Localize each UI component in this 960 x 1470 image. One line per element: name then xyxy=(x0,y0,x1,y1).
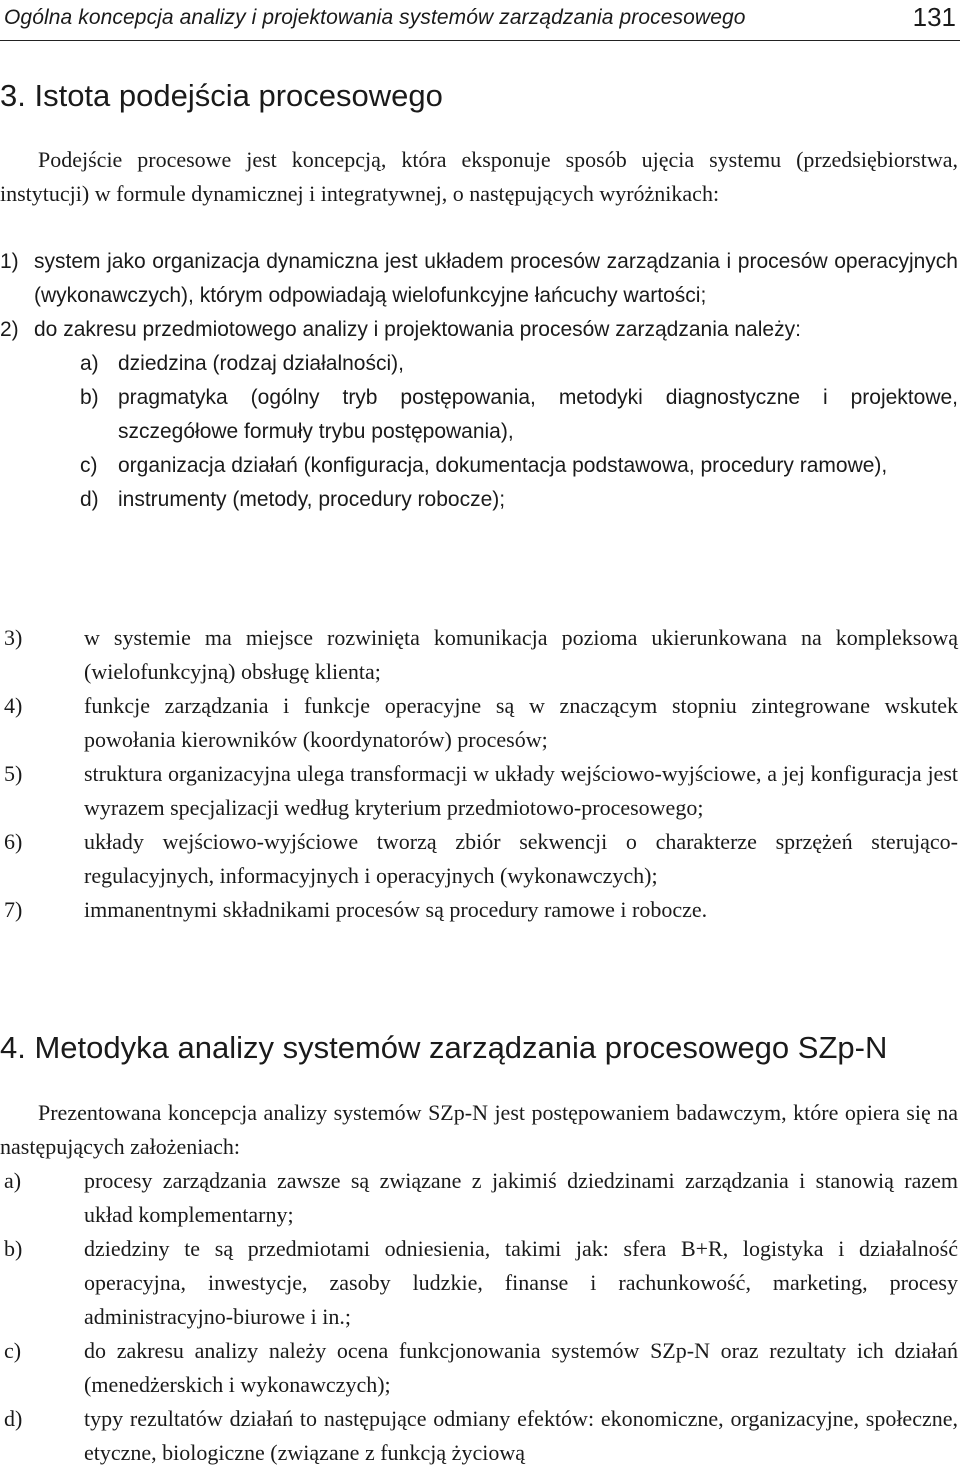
list-item-number: 6) xyxy=(4,829,23,854)
list-item-text: do zakresu przedmiotowego analizy i projektowania procesów zarządzania należy: xyxy=(34,318,801,341)
list-item-3 xyxy=(0,621,958,689)
running-title: Ogólna koncepcja analizy i projektowania systemów zarządzania procesowego xyxy=(4,6,746,29)
sub-item-d xyxy=(0,483,958,517)
list-item-text: immanentnymi składnikami procesów są procedury ramowe i robocze. xyxy=(84,897,708,922)
assumption-text: dziedziny te są przedmiotami odniesienia, takimi jak: sfera B+R, logistyka i działalność operacyjna, inwestycje, zasoby ludzkie, finanse i rachunkowość, marketing, procesy administracyjno-biurowe i in.; xyxy=(84,1236,958,1329)
sub-item-text: pragmatyka (ogólny tryb postępowania, metodyki diagnostyczne i projektowe, szczegółowe formuły trybu postępowania), xyxy=(118,386,958,443)
list-item-7 xyxy=(0,893,958,927)
assumption-c xyxy=(0,1334,958,1402)
section-3-intro-block xyxy=(0,143,958,211)
assumption-letter: d) xyxy=(4,1406,23,1431)
list-item-number: 7) xyxy=(4,897,23,922)
list-item-5 xyxy=(0,757,958,825)
section-4-heading: 4. Metodyka analizy systemów zarządzania procesowego SZp-N xyxy=(0,1030,888,1065)
running-header xyxy=(0,0,960,41)
list-item-number: 2) xyxy=(0,318,19,341)
assumption-text: do zakresu analizy należy ocena funkcjonowania systemów SZp-N oraz rezultaty ich działań (menedżerskich i wykonawczych); xyxy=(84,1338,958,1397)
section-4-intro: Prezentowana koncepcja analizy systemów SZp-N jest postępowaniem badawczym, które opiera się na następujących założeniach: xyxy=(0,1100,958,1159)
assumption-letter: c) xyxy=(4,1338,22,1363)
sub-item-b xyxy=(0,381,958,449)
list-item-4 xyxy=(0,689,958,757)
assumption-text: procesy zarządzania zawsze są związane z jakimiś dziedzinami zarządzania i stanowią razem układ komplementarny; xyxy=(84,1168,958,1227)
assumption-text: typy rezultatów działań to następujące odmiany efektów: ekonomiczne, organizacyjne, społeczne, etyczne, biologiczne (związane z funkcją życiową xyxy=(84,1406,958,1465)
assumption-letter: a) xyxy=(4,1168,22,1193)
list-item-text: system jako organizacja dynamiczna jest układem procesów zarządzania i procesów operacyjnych (wykonawczych), którym odpowiadają wielofunkcyjne łańcuchy wartości; xyxy=(34,250,958,307)
list-item-number: 1) xyxy=(0,250,19,273)
sub-item-text: organizacja działań (konfiguracja, dokumentacja podstawowa, procedury ramowe), xyxy=(118,454,888,477)
sub-item-letter: a) xyxy=(80,352,99,375)
section-4-body xyxy=(0,1096,958,1470)
list-item-text: w systemie ma miejsce rozwinięta komunikacja pozioma ukierunkowana na kompleksową (wielofunkcyjną) obsługę klienta; xyxy=(84,625,958,684)
assumption-b xyxy=(0,1232,958,1334)
sub-item-a xyxy=(0,347,958,381)
list-item-text: struktura organizacyjna ulega transformacji w układy wejściowo-wyjściowe, a jej konfiguracja jest wyrazem specjalizacji według kryterium przedmiotowo-procesowego; xyxy=(84,761,958,820)
sub-item-text: dziedzina (rodzaj działalności), xyxy=(118,352,404,375)
list-item-number: 4) xyxy=(4,693,23,718)
sub-item-c xyxy=(0,449,958,483)
sub-item-text: instrumenty (metody, procedury robocze); xyxy=(118,488,506,511)
assumption-d xyxy=(0,1402,958,1470)
list-item-2 xyxy=(0,313,958,347)
sub-item-letter: c) xyxy=(80,454,98,477)
list-item-1 xyxy=(0,245,958,313)
sub-item-letter: b) xyxy=(80,386,99,409)
assumption-letter: b) xyxy=(4,1236,23,1261)
page-number: 131 xyxy=(912,2,956,32)
section-3-list-sans xyxy=(0,245,958,517)
assumption-a xyxy=(0,1164,958,1232)
section-3-intro: Podejście procesowe jest koncepcją, która eksponuje sposób ujęcia systemu (przedsiębiorstwa, instytucji) w formule dynamicznej i integratywnej, o następujących wyróżnikach: xyxy=(0,147,958,206)
list-item-text: układy wejściowo-wyjściowe tworzą zbiór sekwencji o charakterze sprzężeń sterująco-regulacyjnych, informacyjnych i operacyjnych (wykonawczych); xyxy=(84,829,958,888)
list-item-6 xyxy=(0,825,958,893)
list-item-number: 3) xyxy=(4,625,23,650)
list-item-number: 5) xyxy=(4,761,23,786)
section-3-heading: 3. Istota podejścia procesowego xyxy=(0,78,443,113)
sub-item-letter: d) xyxy=(80,488,99,511)
section-3-list-serif xyxy=(0,621,958,927)
list-item-text: funkcje zarządzania i funkcje operacyjne są w znaczącym stopniu zintegrowane wskutek powołania kierowników (koordynatorów) procesów; xyxy=(84,693,958,752)
